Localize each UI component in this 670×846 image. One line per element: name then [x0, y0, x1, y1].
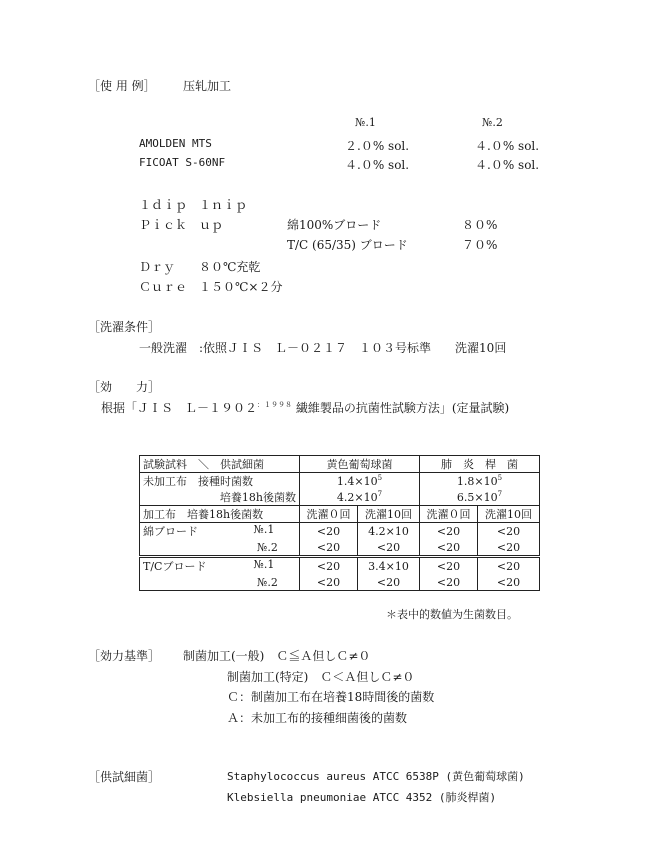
agent-name: AMOLDEN MTS — [139, 137, 212, 150]
table-cell: <20 — [420, 574, 478, 591]
table-cell: $4.2\times 10^7$ — [300, 489, 420, 506]
dry-condition: Ｄｒｙ ８０℃充乾 — [139, 260, 261, 274]
table-cell: 綿ブロード №.1 — [140, 523, 300, 540]
criteria-line: 制菌加工(一般) Ｃ≦Ａ但しＣ≠０ — [183, 649, 371, 663]
agent-value: ２.０% sol. — [345, 139, 410, 153]
table-header-cell: 試験試料 ＼ 供試細菌 — [140, 456, 300, 473]
table-cell: $1.4\times 10^5$ — [300, 473, 420, 490]
table-cell: <20 — [358, 574, 420, 591]
pickup-fabric-2: T/C (65/35) ブロード — [287, 238, 408, 252]
criteria-section-label: ［効力基準］ — [88, 649, 161, 663]
table-cell: <20 — [300, 557, 358, 575]
table-row — [140, 506, 540, 523]
agent-value: ４.０% sol. — [475, 139, 540, 153]
table-cell: 培養18h後菌数 — [140, 489, 300, 506]
table-cell: №.2 — [140, 539, 300, 557]
agent-value: ４.０% sol. — [345, 158, 410, 172]
table-cell: <20 — [478, 557, 540, 575]
results-table — [139, 455, 540, 591]
table-header-cell: 肺 炎 桿 菌 — [420, 456, 540, 473]
table-cell: <20 — [478, 523, 540, 540]
table-cell: <20 — [420, 523, 478, 540]
table-row — [140, 456, 540, 473]
wash-section-label: ［洗濯条件］ — [88, 320, 161, 334]
table-row — [140, 539, 540, 557]
table-cell: 洗濯10回 — [478, 506, 540, 523]
criteria-line: Ｃ：制菌加工布在培養18時間後的菌数 — [227, 690, 435, 704]
pickup-fabric-1: 綿100%ブロード — [287, 218, 382, 232]
pickup-value-2: ７０% — [462, 238, 498, 252]
table-cell: <20 — [300, 523, 358, 540]
pickup-label: Ｐｉｃｋ ｕｐ — [139, 218, 224, 232]
effect-standard: 根据「ＪＩＳ $L-1902^{:1998}$ 繊維製品の抗菌性試験方法」(定量試験) — [101, 401, 510, 415]
table-cell: 4.2×10 — [358, 523, 420, 540]
col-header-no1: №.1 — [355, 116, 376, 129]
usage-section-label: ［使 用 例］ — [88, 79, 156, 93]
usage-title: 压轧加工 — [183, 79, 232, 93]
agent-value: ４.０% sol. — [475, 158, 540, 172]
table-cell: 加工布 培養18h後菌数 — [140, 506, 300, 523]
table-cell: 洗濯10回 — [358, 506, 420, 523]
bacteria-line: Klebsiella pneumoniae ATCC 4352 (肺炎桿菌) — [227, 791, 497, 804]
table-row — [140, 557, 540, 575]
agent-name: FICOAT S-60NF — [139, 156, 226, 169]
table-row — [140, 473, 540, 490]
table-cell: <20 — [478, 574, 540, 591]
wash-text: 一般洗濯 :依照ＪＩＳ Ｌ－０２１７ １０３号标準 洗濯10回 — [139, 341, 507, 355]
effect-section-label: ［効 力］ — [88, 380, 161, 394]
bacteria-section-label: ［供試細菌］ — [88, 770, 161, 784]
cure-condition: Ｃｕｒｅ １５０℃×２分 — [139, 280, 283, 294]
bacteria-line: Staphylococcus aureus ATCC 6538P (黄色葡萄球菌) — [227, 770, 525, 783]
table-note: ＊表中的数値为生菌数目。 — [386, 608, 518, 621]
table-cell: <20 — [300, 574, 358, 591]
table-cell: №.2 — [140, 574, 300, 591]
table-cell: T/Cブロード №.1 — [140, 557, 300, 575]
table-row — [140, 574, 540, 591]
col-header-no2: №.2 — [482, 116, 503, 129]
table-cell: $6.5\times 10^7$ — [420, 489, 540, 506]
table-cell: <20 — [420, 539, 478, 557]
pickup-value-1: ８０% — [462, 218, 498, 232]
table-cell: 3.4×10 — [358, 557, 420, 575]
table-cell: 未加工布 接種时菌数 — [140, 473, 300, 490]
table-cell: <20 — [358, 539, 420, 557]
table-row — [140, 523, 540, 540]
table-cell: <20 — [300, 539, 358, 557]
table-header-cell: 黄色葡萄球菌 — [300, 456, 420, 473]
table-cell: 洗濯０回 — [420, 506, 478, 523]
table-cell: <20 — [478, 539, 540, 557]
table-row — [140, 489, 540, 506]
dip-nip: １ｄｉｐ １ｎｉｐ — [139, 198, 248, 212]
criteria-line: Ａ：未加工布的接種细菌後的菌数 — [227, 711, 408, 725]
table-cell: $1.8\times 10^5$ — [420, 473, 540, 490]
criteria-line: 制菌加工(特定) Ｃ＜Ａ但しＣ≠０ — [227, 670, 415, 684]
table-cell: 洗濯０回 — [300, 506, 358, 523]
table-cell: <20 — [420, 557, 478, 575]
